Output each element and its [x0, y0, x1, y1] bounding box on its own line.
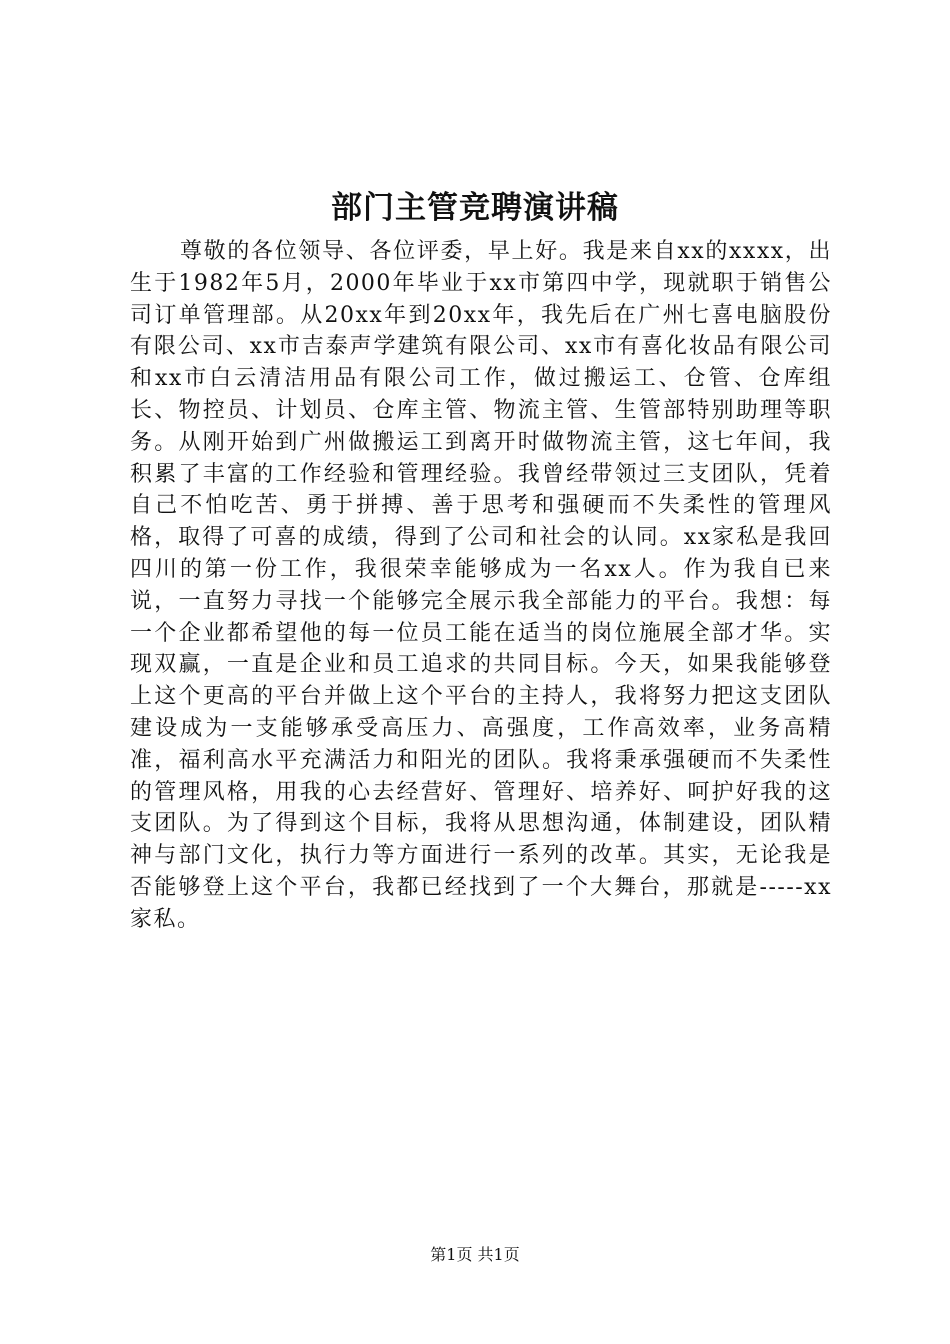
body-paragraph: 尊敬的各位领导、各位评委，早上好。我是来自xx的xxxx，出生于1982年5月，2000年毕业于xx市第四中学，现就职于销售公司订单管理部。从20xx年到20xx年，我先后在广州七喜电脑股份有限公司、xx市吉泰声学建筑有限公司、xx市有喜化妆品有限公司和xx市白云清洁用品有限公司工作，做过搬运工、仓管、仓库组长、物控员、计划员、仓库主管、物流主管、生管部特别助理等职务。从刚开始到广州做搬运工到离开时做物流主管，这七年间，我积累了丰富的工作经验和管理经验。我曾经带领过三支团队，凭着自己不怕吃苦、勇于拼搏、善于思考和强硬而不失柔性的管理风格，取得了可喜的成绩，得到了公司和社会的认同。xx家私是我回四川的第一份工作，我很荣幸能够成为一名xx人。作为我自已来说，一直努力寻找一个能够完全展示我全部能力的平台。我想：每一个企业都希望他的每一位员工能在适当的岗位施展全部才华。实现双赢，一直是企业和员工追求的共同目标。今天，如果我能够登上这个更高的平台并做上这个平台的主持人，我将努力把这支团队建设成为一支能够承受高压力、高强度，工作高效率，业务高精准，福利高水平充满活力和阳光的团队。我将秉承强硬而不失柔性的管理风格，用我的心去经营好、管理好、培养好、呵护好我的这支团队。为了得到这个目标，我将从思想沟通，体制建设，团队精神与部门文化，执行力等方面进行一系列的改革。其实，无论我是否能够登上这个平台，我都已经找到了一个大舞台，那就是-----xx家私。 — [130, 239, 832, 932]
page-footer: 第1页 共1页 — [430, 1245, 520, 1264]
document-title: 部门主管竞聘演讲稿 — [331, 190, 619, 226]
